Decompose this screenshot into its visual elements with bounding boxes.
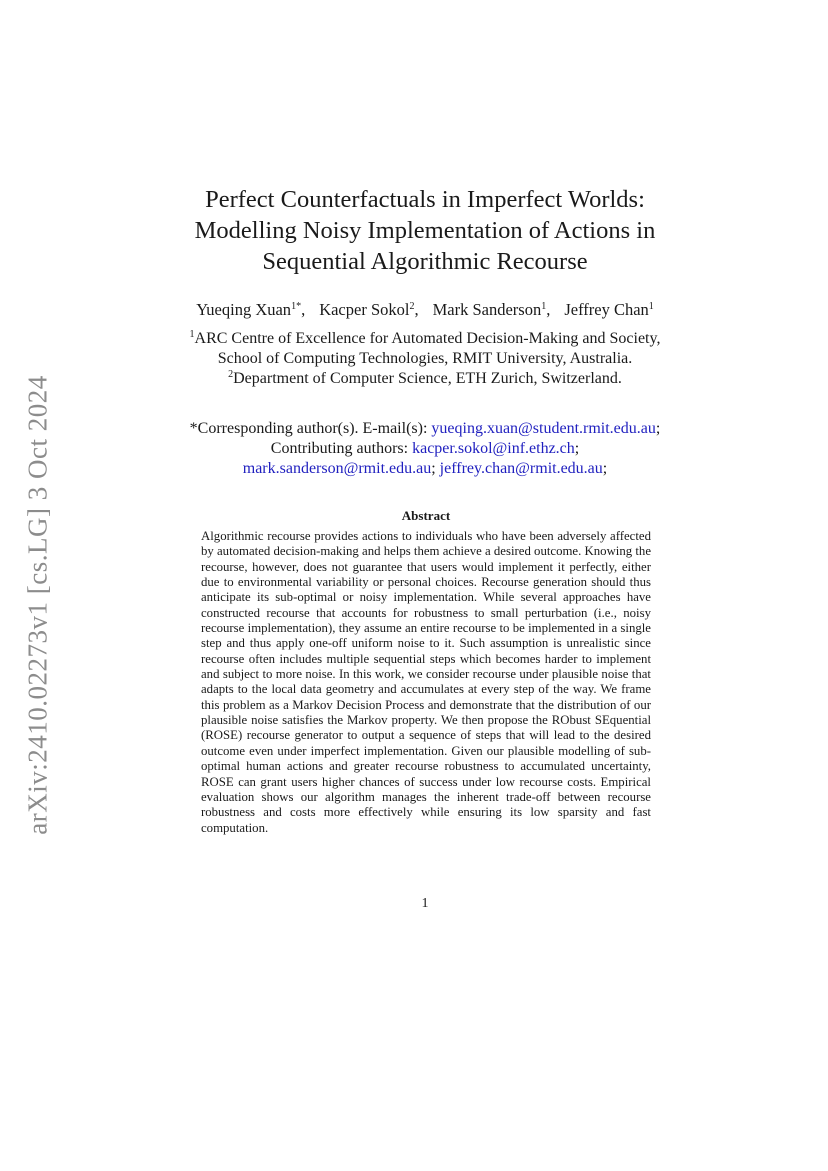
arxiv-identifier: arXiv:2410.02273v1 [cs.LG] 3 Oct 2024 xyxy=(22,375,53,835)
author-name: Yueqing Xuan xyxy=(196,300,292,319)
contributing-line: Contributing authors: kacper.sokol@inf.ethz.ch; xyxy=(270,440,580,457)
author-affiliation-mark: 1 xyxy=(541,301,547,312)
title-line: Modelling Noisy Implementation of Actions in xyxy=(194,217,656,244)
contributing-email-link[interactable]: kacper.sokol@inf.ethz.ch xyxy=(412,440,575,457)
page-number: 1 xyxy=(421,896,429,911)
author-affiliation-mark: 2 xyxy=(409,301,415,312)
affiliation-line: $^1$ARC Centre of Excellence for Automated Decision-Making and Society, xyxy=(189,329,661,347)
affiliation-mark: 1 xyxy=(189,329,195,340)
author-list: Yueqing Xuan$^{1*}$, Kacper Sokol$^2$, Mark Sanderson$^1$, Jeffrey Chan$^1$ xyxy=(196,300,654,319)
title-line: Sequential Algorithmic Recourse xyxy=(262,248,588,275)
paper-title xyxy=(150,184,700,277)
affiliation-line: School of Computing Technologies, RMIT University, Australia. xyxy=(217,350,633,367)
contributing-email-link[interactable]: mark.sanderson@rmit.edu.au xyxy=(242,460,432,477)
title-line: Perfect Counterfactuals in Imperfect Worlds: xyxy=(205,186,645,213)
corresponding-line: *Corresponding author(s). E-mail(s): yueqing.xuan@student.rmit.edu.au; xyxy=(189,420,661,437)
affiliation-mark: 2 xyxy=(228,369,234,380)
contributing-line: mark.sanderson@rmit.edu.au; jeffrey.chan@rmit.edu.au; xyxy=(242,460,608,477)
author-name: Mark Sanderson xyxy=(432,300,542,319)
abstract-text: Algorithmic recourse provides actions to individuals who have been adversely affected by automated decision-making and helps them achieve a desired outcome. Knowing the recourse, however, does not guarantee that users would implement it perfectly, either due to environmental variability or personal choices. Recourse generation should thus anticipate its sub-optimal or noisy implementation. While several approaches have constructed recourse that accounts for robustness to small perturbation (i.e., noisy recourse implementation), they assume an entire recourse to be implemented in a single step and thus apply one-off uniform noise to it. Such assumption is unrealistic since recourse often includes multiple sequential steps which becomes harder to implement and subject to more noise. In this work, we consider recourse under plausible noise that adapts to the local data geometry and accumulates at every step of the way. We frame this problem as a Markov Decision Process and demonstrate that the distribution of our plausible noise satisfies the Markov property. We then propose the RObust SEquential (ROSE) recourse generator to output a sequence of steps that will lead to the desired outcome even under imperfect implementation. Given our plausible modelling of sub-optimal human actions and greater recourse robustness to accumulated uncertainty, ROSE can grant users higher chances of success under low recourse costs. Empirical evaluation shows our algorithm manages the inherent trade-off between recourse robustness and costs more effectively while ensuring its low sparsity and fast computation. xyxy=(201,529,651,835)
affiliations xyxy=(120,329,730,389)
author-affiliation-mark: 1 xyxy=(648,301,654,312)
affiliation-line: $^2$Department of Computer Science, ETH Zurich, Switzerland. xyxy=(228,369,622,387)
author-name: Jeffrey Chan xyxy=(564,300,649,319)
corresponding-email-link[interactable]: yueqing.xuan@student.rmit.edu.au xyxy=(431,420,656,437)
abstract-heading: Abstract xyxy=(401,508,451,523)
author-affiliation-mark: 1* xyxy=(291,301,302,312)
author-name: Kacper Sokol xyxy=(319,300,410,319)
contributing-email-link[interactable]: jeffrey.chan@rmit.edu.au xyxy=(439,460,603,477)
correspondence-block xyxy=(120,419,730,479)
